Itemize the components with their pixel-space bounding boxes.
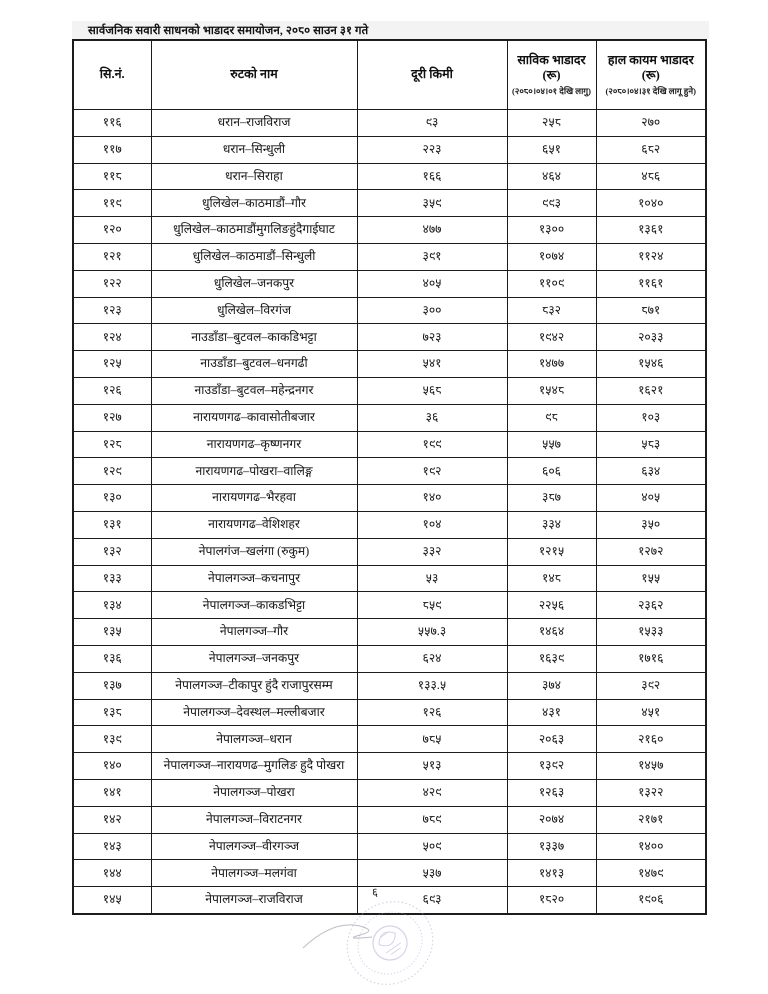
signature-squiggle	[303, 925, 372, 948]
route-name-cell: नेपालगञ्ज–गौर	[151, 619, 357, 646]
distance-cell: २२३	[357, 136, 507, 163]
previous-fare-cell: ३७४	[507, 672, 596, 699]
route-name-cell: नेपालगञ्ज–धरान	[151, 726, 357, 753]
previous-fare-cell: ११०९	[507, 270, 596, 297]
serial-number-cell: १३९	[73, 726, 151, 753]
current-fare-cell: १५३३	[596, 619, 706, 646]
serial-number-cell: १२३	[73, 297, 151, 324]
current-fare-cell: २१७१	[596, 806, 706, 833]
previous-fare-cell: २५८	[507, 110, 596, 137]
distance-cell: ९३	[357, 110, 507, 137]
current-fare-cell: १२७२	[596, 538, 706, 565]
distance-cell: १९९	[357, 431, 507, 458]
current-fare-cell: १३६१	[596, 217, 706, 244]
route-name-cell: धरान–राजविराज	[151, 110, 357, 137]
serial-number-cell: १३६	[73, 645, 151, 672]
current-fare-cell: ८७१	[596, 297, 706, 324]
serial-number-cell: १२८	[73, 431, 151, 458]
previous-fare-cell: ५५७	[507, 431, 596, 458]
current-fare-cell: ६३४	[596, 458, 706, 485]
current-fare-cell: ४०५	[596, 485, 706, 512]
current-fare-cell: १४५७	[596, 753, 706, 780]
current-fare-cell: १०४०	[596, 190, 706, 217]
previous-fare-cell: १२६३	[507, 779, 596, 806]
table-row	[73, 833, 706, 860]
table-row	[73, 217, 706, 244]
serial-number-cell: ११८	[73, 163, 151, 190]
route-name-cell: नारायणगढ–कावासोतीबजार	[151, 404, 357, 431]
distance-cell: ७२३	[357, 324, 507, 351]
distance-cell: १६६	[357, 163, 507, 190]
table-row	[73, 270, 706, 297]
header-previous-fare	[507, 40, 596, 110]
distance-cell: ८५९	[357, 592, 507, 619]
route-name-cell: नेपालगञ्ज–वीरगञ्ज	[151, 833, 357, 860]
route-name-cell: नेपालगञ्ज–टीकापुर हुंदै राजापुरसम्म	[151, 672, 357, 699]
table-row	[73, 324, 706, 351]
previous-fare-cell: २२५६	[507, 592, 596, 619]
route-name-cell: धुलिखेल–विरगंज	[151, 297, 357, 324]
previous-fare-cell: १३३७	[507, 833, 596, 860]
serial-number-cell: १४५	[73, 887, 151, 914]
header-current-fare-effective-date: (२०८०।०४।३१ देखि लागू हुने)	[605, 86, 696, 97]
serial-number-cell: १४१	[73, 779, 151, 806]
distance-cell: १३३.५	[357, 672, 507, 699]
previous-fare-cell: १४८	[507, 565, 596, 592]
table-row	[73, 753, 706, 780]
route-name-cell: नेपालगञ्ज–काकडभिट्टा	[151, 592, 357, 619]
current-fare-cell: ५८३	[596, 431, 706, 458]
document-title: सार्वजनिक सवारी साधनको भाडादर समायोजन, २०८० साउन ३१ गते	[88, 25, 369, 37]
previous-fare-cell: १३००	[507, 217, 596, 244]
route-name-cell: धुलिखेल–जनकपुर	[151, 270, 357, 297]
distance-cell: १९२	[357, 458, 507, 485]
fare-table-body	[73, 110, 706, 914]
route-name-cell: नेपालगञ्ज–नारायणढ–मुगलिङ हुदै पोखरा	[151, 753, 357, 780]
current-fare-cell: ३५०	[596, 511, 706, 538]
current-fare-cell: ४८६	[596, 163, 706, 190]
serial-number-cell: १४०	[73, 753, 151, 780]
table-row	[73, 163, 706, 190]
distance-cell: ३९१	[357, 243, 507, 270]
header-distance-km-label: दूरी किमी	[411, 67, 453, 82]
table-row	[73, 377, 706, 404]
route-name-cell: नेपालगञ्ज–देवस्थल–मल्लीबजार	[151, 699, 357, 726]
distance-cell: ४०५	[357, 270, 507, 297]
route-name-cell: नेपालगंज–खलंगा (रुकुम)	[151, 538, 357, 565]
table-row	[73, 806, 706, 833]
current-fare-cell: १६२१	[596, 377, 706, 404]
previous-fare-cell: ८३२	[507, 297, 596, 324]
serial-number-cell: १३७	[73, 672, 151, 699]
serial-number-cell: १३१	[73, 511, 151, 538]
previous-fare-cell: ६०६	[507, 458, 596, 485]
table-row	[73, 190, 706, 217]
distance-cell: ५०९	[357, 833, 507, 860]
route-name-cell: धरान–सिराहा	[151, 163, 357, 190]
previous-fare-cell: १९४२	[507, 324, 596, 351]
route-name-cell: नाउडाँडा–बुटवल–काकडिभट्टा	[151, 324, 357, 351]
table-row	[73, 565, 706, 592]
serial-number-cell: १२६	[73, 377, 151, 404]
header-previous-fare-label: साविक भाडादर (रू)	[517, 52, 586, 83]
previous-fare-cell: १४१३	[507, 860, 596, 887]
distance-cell: १०४	[357, 511, 507, 538]
table-row	[73, 592, 706, 619]
table-row	[73, 404, 706, 431]
table-row	[73, 726, 706, 753]
previous-fare-cell: ६५१	[507, 136, 596, 163]
previous-fare-cell: १६३९	[507, 645, 596, 672]
current-fare-cell: ३९२	[596, 672, 706, 699]
distance-cell: ५४१	[357, 351, 507, 378]
table-row	[73, 511, 706, 538]
previous-fare-cell: १०७४	[507, 243, 596, 270]
table-row	[73, 458, 706, 485]
serial-number-cell: १४४	[73, 860, 151, 887]
table-row	[73, 297, 706, 324]
table-row	[73, 779, 706, 806]
table-row	[73, 110, 706, 137]
distance-cell: ४२९	[357, 779, 507, 806]
distance-cell: ५६८	[357, 377, 507, 404]
previous-fare-cell: १३९२	[507, 753, 596, 780]
previous-fare-cell: ३३४	[507, 511, 596, 538]
current-fare-cell: २३६२	[596, 592, 706, 619]
serial-number-cell: ११९	[73, 190, 151, 217]
previous-fare-cell: १२१५	[507, 538, 596, 565]
table-row	[73, 672, 706, 699]
current-fare-cell: ६८२	[596, 136, 706, 163]
serial-number-cell: १२४	[73, 324, 151, 351]
current-fare-cell: २१६०	[596, 726, 706, 753]
serial-number-cell: १३२	[73, 538, 151, 565]
table-row	[73, 485, 706, 512]
previous-fare-cell: ३८७	[507, 485, 596, 512]
previous-fare-cell: ४६४	[507, 163, 596, 190]
table-row	[73, 243, 706, 270]
serial-number-cell: १४३	[73, 833, 151, 860]
serial-number-cell: १२७	[73, 404, 151, 431]
serial-number-cell: १३८	[73, 699, 151, 726]
serial-number-cell: १३०	[73, 485, 151, 512]
serial-number-cell: १२१	[73, 243, 151, 270]
header-current-fare	[596, 40, 706, 110]
serial-number-cell: ११७	[73, 136, 151, 163]
distance-cell: ३००	[357, 297, 507, 324]
table-row	[73, 645, 706, 672]
serial-number-cell: १४२	[73, 806, 151, 833]
current-fare-cell: १५४६	[596, 351, 706, 378]
current-fare-cell: १०३	[596, 404, 706, 431]
serial-number-cell: १२०	[73, 217, 151, 244]
distance-cell: ३५९	[357, 190, 507, 217]
route-name-cell: धरान–सिन्धुली	[151, 136, 357, 163]
previous-fare-cell: ९८	[507, 404, 596, 431]
previous-fare-cell: ४३१	[507, 699, 596, 726]
header-serial-number-label: सि.नं.	[99, 67, 125, 82]
page-number: ६	[372, 887, 378, 899]
distance-cell: ३६	[357, 404, 507, 431]
distance-cell: ५३	[357, 565, 507, 592]
route-name-cell: नारायणगढ–भैरहवा	[151, 485, 357, 512]
current-fare-cell: १३२२	[596, 779, 706, 806]
table-row	[73, 351, 706, 378]
route-name-cell: नारायणगढ–पोखरा–वालिङ्ग	[151, 458, 357, 485]
table-row	[73, 860, 706, 887]
fare-table-header	[73, 40, 706, 110]
route-name-cell: नारायणगढ–कृष्णनगर	[151, 431, 357, 458]
serial-number-cell: १३५	[73, 619, 151, 646]
serial-number-cell: ११६	[73, 110, 151, 137]
distance-cell: ७८९	[357, 806, 507, 833]
route-name-cell: नेपालगञ्ज–मलगंवा	[151, 860, 357, 887]
previous-fare-cell: १५४८	[507, 377, 596, 404]
distance-cell: ५३७	[357, 860, 507, 887]
route-name-cell: नारायणगढ–वेशिशहर	[151, 511, 357, 538]
header-route-name-label: रुटको नाम	[230, 67, 278, 82]
route-name-cell: धुलिखेल–काठमाडौंमुगलिङहुंदैगाईघाट	[151, 217, 357, 244]
previous-fare-cell: २०७४	[507, 806, 596, 833]
distance-cell: ४७७	[357, 217, 507, 244]
table-row	[73, 431, 706, 458]
serial-number-cell: १३४	[73, 592, 151, 619]
current-fare-cell: ११६१	[596, 270, 706, 297]
route-name-cell: नेपालगञ्ज–पोखरा	[151, 779, 357, 806]
route-name-cell: नेपालगञ्ज–राजविराज	[151, 887, 357, 914]
serial-number-cell: १२९	[73, 458, 151, 485]
current-fare-cell: १९०६	[596, 887, 706, 914]
header-distance-km	[357, 40, 507, 110]
current-fare-cell: १५५	[596, 565, 706, 592]
distance-cell: ५५७.३	[357, 619, 507, 646]
current-fare-cell: ४५१	[596, 699, 706, 726]
distance-cell: ३३२	[357, 538, 507, 565]
distance-cell: १४०	[357, 485, 507, 512]
current-fare-cell: २७०	[596, 110, 706, 137]
distance-cell: ६२४	[357, 645, 507, 672]
previous-fare-cell: ९९३	[507, 190, 596, 217]
route-name-cell: धुलिखेल–काठमाडौं–सिन्धुली	[151, 243, 357, 270]
route-name-cell: नाउडाँडा–बुटवल–महेन्द्रनगर	[151, 377, 357, 404]
table-row	[73, 136, 706, 163]
route-name-cell: नेपालगञ्ज–जनकपुर	[151, 645, 357, 672]
route-name-cell: नाउडाँडा–बुटवल–धनगढी	[151, 351, 357, 378]
distance-cell: १२६	[357, 699, 507, 726]
distance-cell: ६९३	[357, 887, 507, 914]
header-current-fare-label: हाल कायम भाडादर (रू)	[607, 52, 694, 83]
previous-fare-cell: १८२०	[507, 887, 596, 914]
header-previous-fare-effective-date: (२०८०।०४।०१ देखि लागु)	[512, 86, 591, 97]
current-fare-cell: १७१६	[596, 645, 706, 672]
current-fare-cell: १४००	[596, 833, 706, 860]
header-serial-number	[73, 40, 151, 110]
table-row	[73, 538, 706, 565]
route-name-cell: नेपालगञ्ज–विराटनगर	[151, 806, 357, 833]
header-route-name	[151, 40, 357, 110]
distance-cell: ७८५	[357, 726, 507, 753]
table-row	[73, 619, 706, 646]
previous-fare-cell: १४६४	[507, 619, 596, 646]
serial-number-cell: १३३	[73, 565, 151, 592]
header-row	[73, 40, 706, 110]
current-fare-cell: ११२४	[596, 243, 706, 270]
current-fare-cell: २०३३	[596, 324, 706, 351]
distance-cell: ५१३	[357, 753, 507, 780]
serial-number-cell: १२५	[73, 351, 151, 378]
route-name-cell: धुलिखेल–काठमाडौं–गौर	[151, 190, 357, 217]
previous-fare-cell: १४७७	[507, 351, 596, 378]
previous-fare-cell: २०६३	[507, 726, 596, 753]
table-row	[73, 699, 706, 726]
serial-number-cell: १२२	[73, 270, 151, 297]
route-name-cell: नेपालगञ्ज–कचनापुर	[151, 565, 357, 592]
current-fare-cell: १४७९	[596, 860, 706, 887]
fare-table	[72, 39, 707, 915]
